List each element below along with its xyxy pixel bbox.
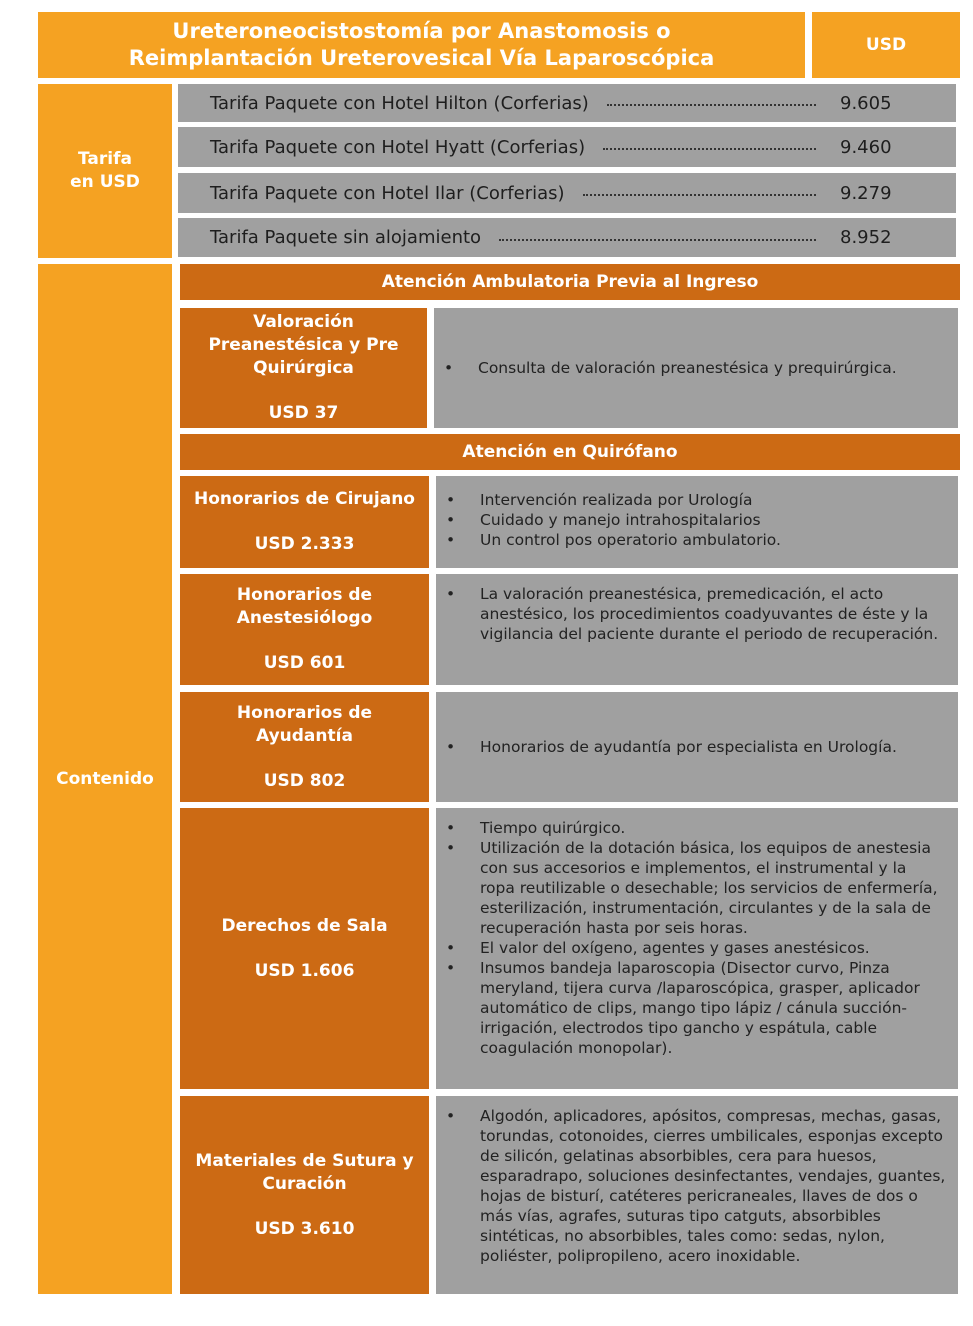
dot-leader (583, 194, 816, 196)
section-ambulatory-header: Atención Ambulatoria Previa al Ingreso (180, 264, 960, 300)
rate-row (178, 218, 956, 257)
dot-leader (603, 148, 816, 150)
service-price: USD 2.333 (254, 534, 355, 554)
service-name-line: Preanestésica y Pre (208, 335, 399, 355)
dot-leader (499, 239, 816, 241)
rate-label: Tarifa Paquete con Hotel Hyatt (Corferias) (210, 136, 586, 158)
service-name-line: Materiales de Sutura y (195, 1150, 414, 1171)
service-name (237, 584, 373, 630)
service-bullet: • Cuidado y manejo intrahospitalarios (436, 510, 781, 530)
service-description-cell (436, 692, 958, 802)
service-name-line: Anestesiólogo (236, 608, 373, 628)
rate-row (178, 173, 956, 213)
rates-label-line-2: en USD (70, 172, 140, 192)
service-name (221, 915, 387, 938)
service-name-line: Derechos de Sala (221, 915, 388, 936)
service-price: USD 37 (268, 403, 339, 423)
service-bullet-list (434, 358, 897, 378)
service-name-line: Valoración (253, 312, 354, 332)
service-price: USD 601 (263, 653, 346, 673)
service-name (208, 311, 398, 380)
service-description-cell (436, 574, 958, 685)
service-bullet: • Tiempo quirúrgico. (436, 818, 946, 838)
service-bullet: • Utilización de la dotación básica, los equipos de anestesia con sus accesorios e implementos, el instrumental y la ropa reutilizable o desechable; los servicios de enfermería, esterilización, instrumentación, circulantes y de la sala de recuperación hasta por seis horas. (436, 838, 946, 938)
service-bullet: • El valor del oxígeno, agentes y gases anestésicos. (436, 938, 946, 958)
service-bullet: • Insumos bandeja laparoscopia (Disector curvo, Pinza meryland, tijera curva /laparoscópica, grasper, aplicador automático de clips, mango tipo lápiz / cánula succión-irrigación, electrodos tipo gancho y espátula, cable coagulación monopolar). (436, 958, 946, 1058)
rate-label: Tarifa Paquete con Hotel Hilton (Corferias) (210, 92, 589, 114)
service-bullet: • Consulta de valoración preanestésica y prequirúrgica. (434, 358, 897, 378)
service-bullet-list (436, 737, 897, 757)
content-label-cell: Contenido (38, 264, 172, 1294)
service-bullet: • Intervención realizada por Urología (436, 490, 781, 510)
service-name-cell (180, 476, 429, 568)
service-name (237, 702, 372, 748)
service-name (194, 488, 415, 511)
rate-label: Tarifa Paquete sin alojamiento (210, 227, 482, 248)
procedure-title-line-2: Reimplantación Ureterovesical Vía Laparoscópica (128, 46, 715, 70)
service-name-cell (180, 574, 429, 685)
service-description-cell (434, 308, 958, 428)
section-surgery-header: Atención en Quirófano (180, 434, 960, 470)
service-name-line: Honorarios de Cirujano (194, 489, 415, 509)
service-bullet: • Algodón, aplicadores, apósitos, compresas, mechas, gasas, torundas, cotonoides, cierres umbilicales, esponjas excepto de silicón, gelatinas absorbibles, cera para huesos, esparadrapo, soluciones desinfectantes, vendajes, guantes, hojas de bisturí, catéteres pericraneales, llaves de dos o más vías, agrafes, suturas tipo catguts, absorbibles sintéticas, no absorbibles, tales como: sedas, nylon, poliéster, polipropileno, acero inoxidable. (436, 1106, 946, 1266)
service-name-line: Quirúrgica (253, 358, 354, 378)
rate-value: 9.279 (840, 182, 892, 204)
service-name-cell (180, 808, 429, 1089)
rates-label-cell (38, 84, 172, 258)
service-name-cell (180, 1096, 429, 1294)
service-bullet-list (436, 1106, 946, 1266)
currency-header: USD (812, 12, 960, 78)
service-bullet: • La valoración preanestésica, premedicación, el acto anestésico, los procedimientos coadyuvantes de éste y la vigilancia del paciente durante el periodo de recuperación. (436, 584, 946, 644)
service-description-cell (436, 1096, 958, 1294)
service-name-line: Curación (262, 1173, 347, 1194)
service-description-cell (436, 808, 958, 1089)
rate-value: 9.460 (840, 136, 892, 158)
service-price: USD 3.610 (254, 1218, 355, 1239)
rate-label: Tarifa Paquete con Hotel Ilar (Corferias) (210, 182, 565, 204)
rate-value: 9.605 (840, 92, 892, 114)
service-name-cell (180, 308, 427, 428)
procedure-title-cell (38, 12, 805, 78)
service-bullet: • Un control pos operatorio ambulatorio. (436, 530, 781, 550)
rates-label-line-1: Tarifa (78, 149, 132, 169)
procedure-title-line-1: Ureteroneocistostomía por Anastomosis o (172, 19, 671, 43)
service-name-line: Ayudantía (256, 725, 353, 746)
service-price: USD 802 (263, 770, 346, 791)
service-bullet-list (436, 584, 946, 644)
service-name-line: Honorarios de (236, 585, 373, 605)
service-name-line: Honorarios de (236, 702, 373, 723)
dot-leader (607, 104, 816, 106)
service-bullet: • Honorarios de ayudantía por especialista en Urología. (436, 737, 897, 757)
service-description-cell (436, 476, 958, 568)
rate-value: 8.952 (840, 227, 892, 248)
service-name (195, 1150, 413, 1196)
rate-row (178, 127, 956, 167)
rate-row (178, 84, 956, 122)
service-price: USD 1.606 (254, 960, 355, 981)
service-name-cell (180, 692, 429, 802)
service-bullet-list (436, 490, 781, 550)
service-bullet-list (436, 818, 946, 1058)
